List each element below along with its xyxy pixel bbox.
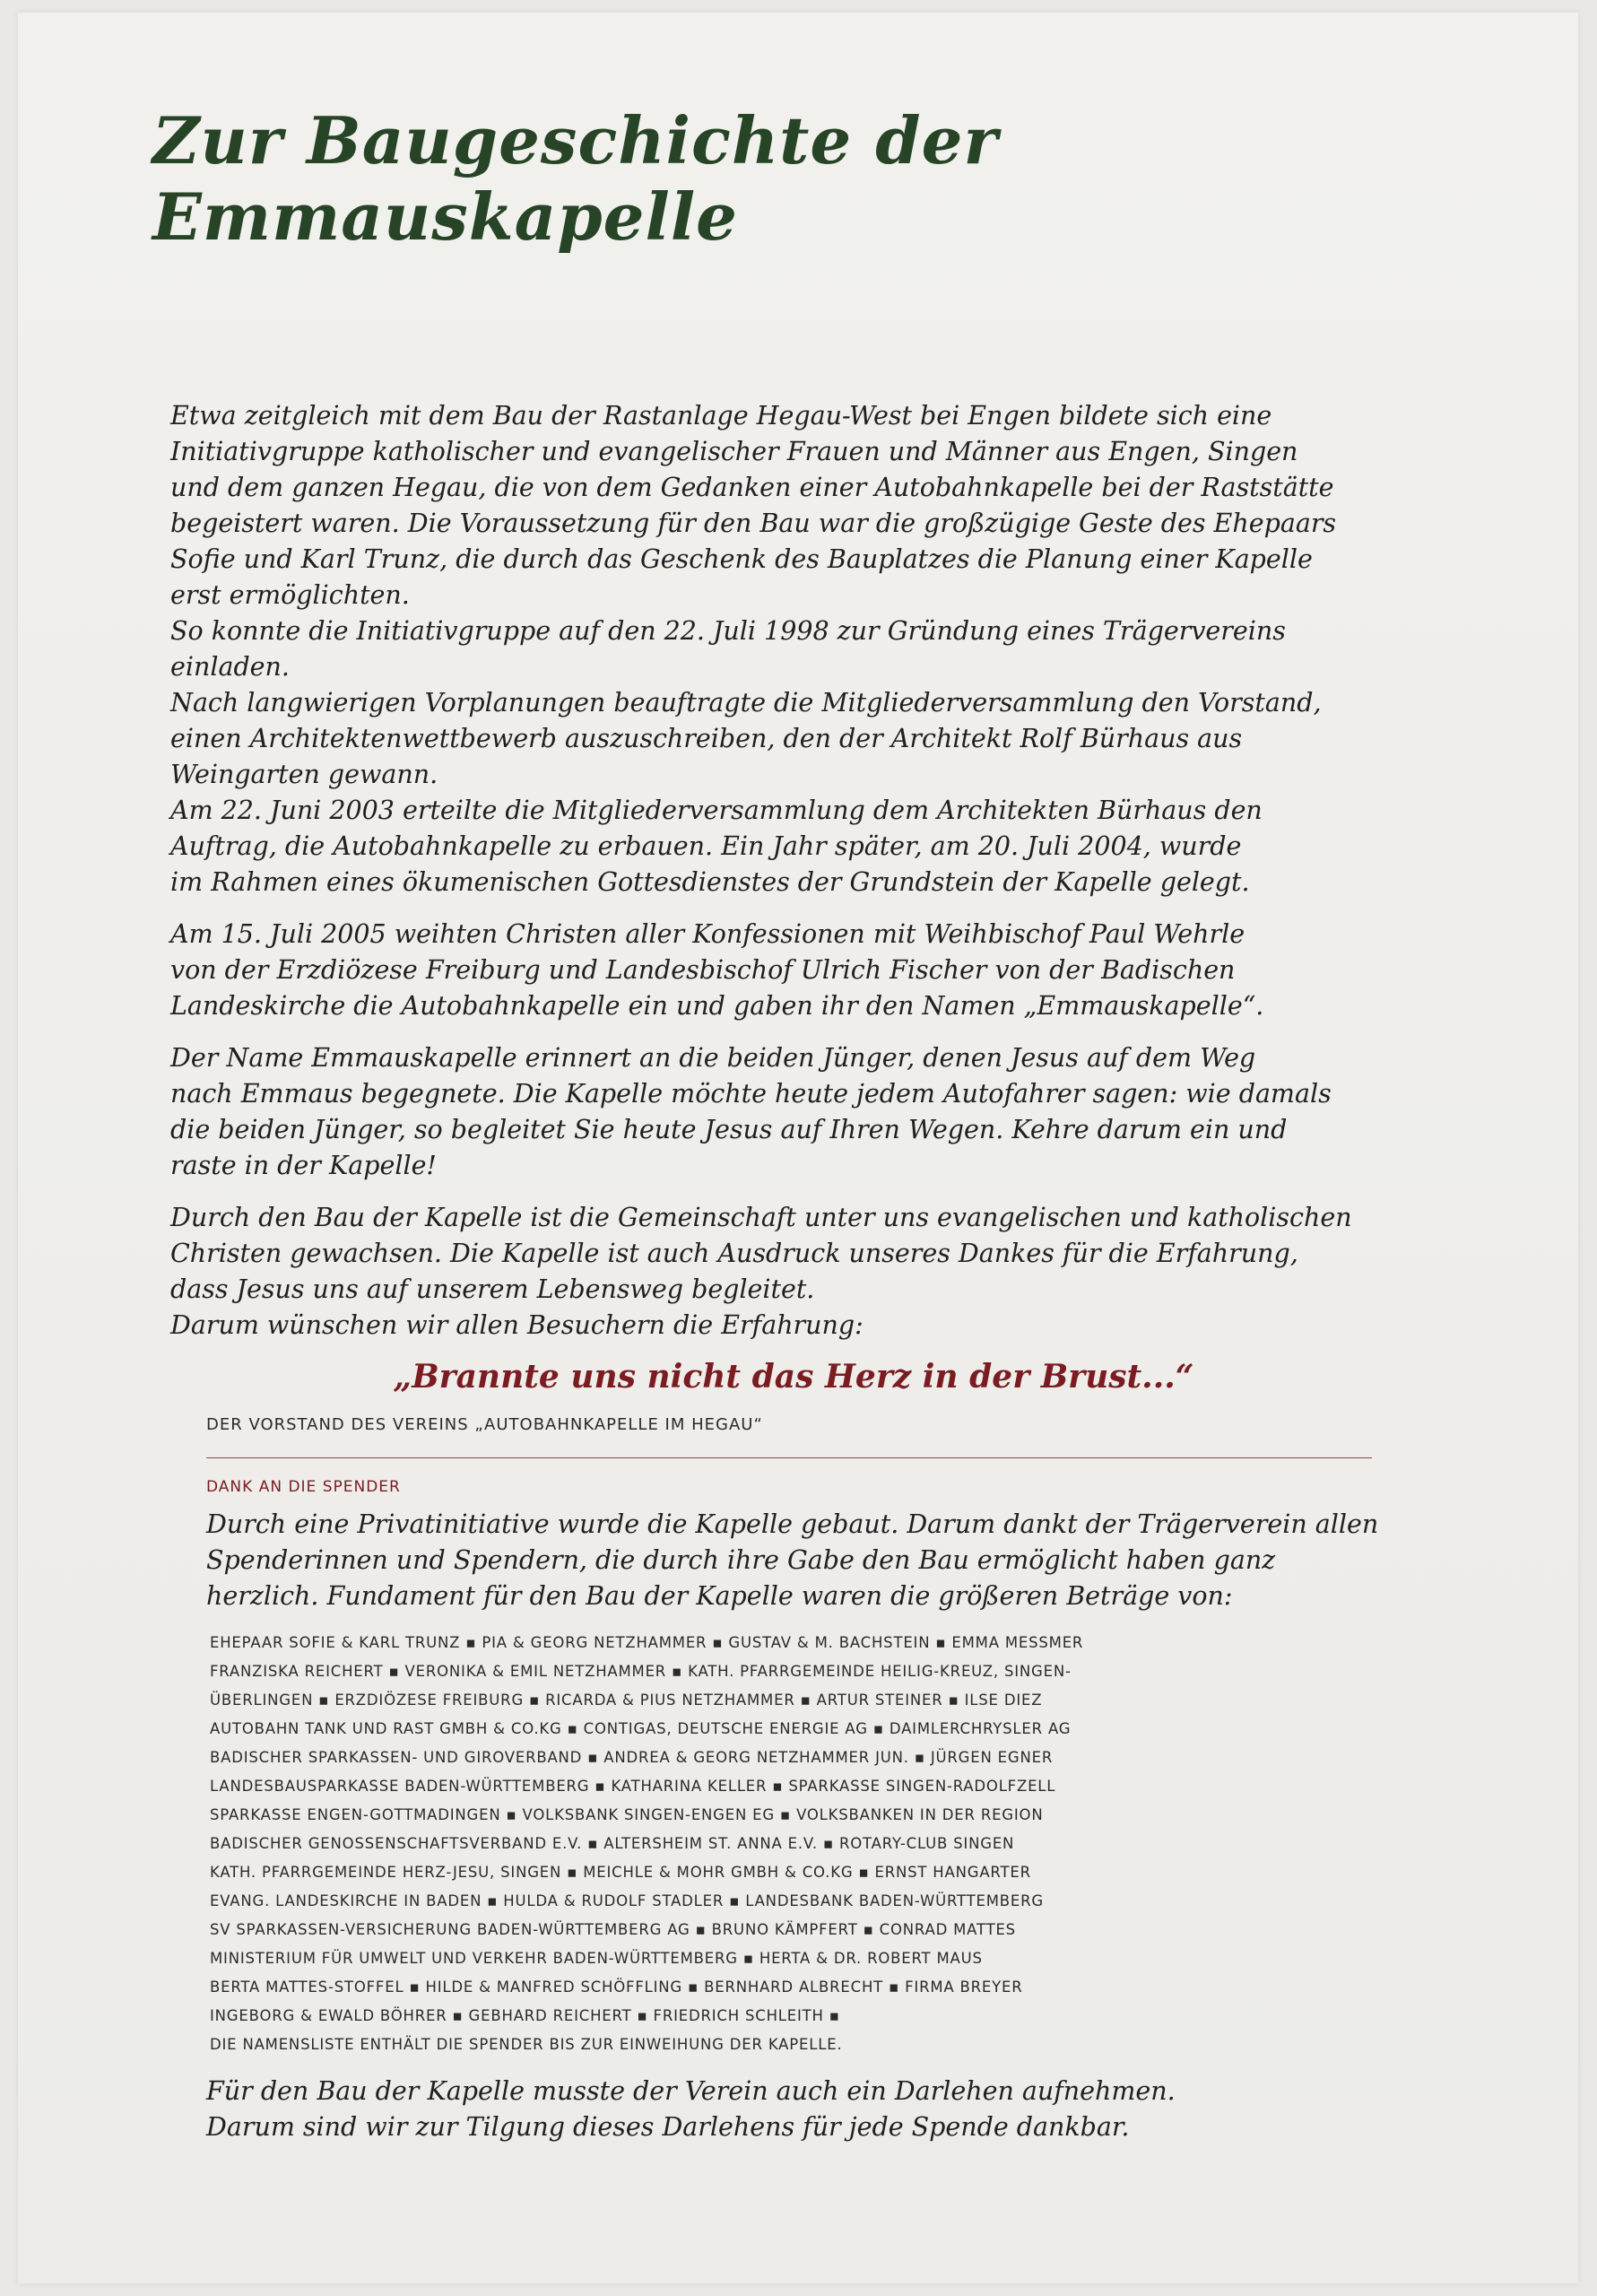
paragraph-community (170, 1200, 1417, 1344)
thanks-heading: DANK AN DIE SPENDER (206, 1478, 401, 1496)
text-line: Christen gewachsen. Die Kapelle ist auch Ausdruck unseres Dankes für die Erfahrung, (170, 1239, 1298, 1268)
text-line: Landeskirche die Autobahnkapelle ein und gaben ihr den Namen „Emmauskapelle“. (170, 991, 1264, 1021)
text-line: Am 15. Juli 2005 weihten Christen aller Konfessionen mit Weihbischof Paul Wehrle (170, 919, 1245, 949)
donor-row: AUTOBAHN TANK UND RAST GMBH & CO.KG ▪ CONTIGAS, DEUTSCHE ENERGIE AG ▪ DAIMLERCHRYSLER AG (210, 1720, 1072, 1737)
thanks-paragraph (206, 1507, 1417, 1614)
text-line: Für den Bau der Kapelle musste der Verein auch ein Darlehen aufnehmen. (206, 2076, 1176, 2106)
text-line: Durch eine Privatinitiative wurde die Kapelle gebaut. Darum dankt der Trägerverein allen (206, 1509, 1379, 1539)
donor-row: ÜBERLINGEN ▪ ERZDIÖZESE FREIBURG ▪ RICARDA & PIUS NETZHAMMER ▪ ARTUR STEINER ▪ ILSE DIEZ (210, 1692, 1043, 1709)
text-line: Auftrag, die Autobahnkapelle zu erbauen. Ein Jahr später, am 20. Juli 2004, wurde (170, 831, 1242, 861)
paragraph-history (170, 398, 1417, 900)
donor-list-note: DIE NAMENSLISTE ENTHÄLT DIE SPENDER BIS ZUR EINWEIHUNG DER KAPELLE. (210, 2036, 843, 2053)
poster-sheet (18, 13, 1578, 2283)
bible-quote: „Brannte uns nicht das Herz in der Brust...“ (393, 1358, 1194, 1396)
donor-row: LANDESBAUSPARKASSE BADEN-WÜRTTEMBERG ▪ KATHARINA KELLER ▪ SPARKASSE SINGEN-RADOLFZELL (210, 1778, 1056, 1795)
donor-row: SPARKASSE ENGEN-GOTTMADINGEN ▪ VOLKSBANK SINGEN-ENGEN EG ▪ VOLKSBANKEN IN DER REGION (210, 1806, 1044, 1823)
text-line: erst ermöglichten. (170, 580, 410, 610)
text-line: einladen. (170, 652, 290, 682)
text-line: die beiden Jünger, so begleitet Sie heute Jesus auf Ihren Wegen. Kehre darum ein und (170, 1115, 1288, 1144)
closing-paragraph (206, 2074, 1417, 2145)
text-line: im Rahmen eines ökumenischen Gottesdienstes der Grundstein der Kapelle gelegt. (170, 867, 1250, 897)
donor-row: BERTA MATTES-STOFFEL ▪ HILDE & MANFRED SCHÖFFLING ▪ BERNHARD ALBRECHT ▪ FIRMA BREYER (210, 1979, 1023, 1996)
text-line: Am 22. Juni 2003 erteilte die Mitgliederversammlung dem Architekten Bürhaus den (170, 796, 1263, 825)
text-line: Initiativgruppe katholischer und evangelischer Frauen und Männer aus Engen, Singen (170, 437, 1298, 466)
donor-row: SV SPARKASSEN-VERSICHERUNG BADEN-WÜRTTEMBERG AG ▪ BRUNO KÄMPFERT ▪ CONRAD MATTES (210, 1921, 1016, 1938)
text-line: Etwa zeitgleich mit dem Bau der Rastanlage Hegau-West bei Engen bildete sich eine (170, 401, 1272, 430)
text-line: Der Name Emmauskapelle erinnert an die beiden Jünger, denen Jesus auf dem Weg (170, 1043, 1256, 1073)
board-signature: DER VORSTAND DES VEREINS „AUTOBAHNKAPELLE IM HEGAU“ (206, 1415, 763, 1434)
text-line: und dem ganzen Hegau, die von dem Gedanken einer Autobahnkapelle bei der Raststätte (170, 473, 1334, 502)
text-line: Darum wünschen wir allen Besuchern die Erfahrung: (170, 1310, 864, 1340)
text-line: nach Emmaus begegnete. Die Kapelle möchte heute jedem Autofahrer sagen: wie damals (170, 1079, 1332, 1109)
text-line: Nach langwierigen Vorplanungen beauftragte die Mitgliederversammlung den Vorstand, (170, 688, 1322, 718)
donor-row: EVANG. LANDESKIRCHE IN BADEN ▪ HULDA & RUDOLF STADLER ▪ LANDESBANK BADEN-WÜRTTEMBERG (210, 1892, 1044, 1909)
page-title: Zur Baugeschichte der Emmauskapelle (152, 102, 999, 255)
text-body (170, 398, 1417, 2160)
donor-list (210, 1629, 1417, 2059)
text-line: herzlich. Fundament für den Bau der Kapelle waren die größeren Beträge von: (206, 1581, 1233, 1611)
text-line: begeistert waren. Die Voraussetzung für den Bau war die großzügige Geste des Ehepaars (170, 509, 1337, 538)
donor-row: INGEBORG & EWALD BÖHRER ▪ GEBHARD REICHERT ▪ FRIEDRICH SCHLEITH ▪ (210, 2007, 840, 2024)
text-line: Sofie und Karl Trunz, die durch das Geschenk des Bauplatzes die Planung einer Kapelle (170, 544, 1313, 574)
text-line: einen Architektenwettbewerb auszuschreiben, den der Architekt Rolf Bürhaus aus (170, 724, 1243, 753)
text-line: raste in der Kapelle! (170, 1151, 437, 1180)
text-line: Weingarten gewann. (170, 760, 438, 789)
donor-row: FRANZISKA REICHERT ▪ VERONIKA & EMIL NETZHAMMER ▪ KATH. PFARRGEMEINDE HEILIG-KREUZ, SINGEN- (210, 1663, 1072, 1680)
text-line: Durch den Bau der Kapelle ist die Gemeinschaft unter uns evangelischen und katholischen (170, 1203, 1352, 1232)
section-divider (206, 1457, 1372, 1458)
text-line: Spenderinnen und Spendern, die durch ihre Gabe den Bau ermöglicht haben ganz (206, 1545, 1276, 1575)
paragraph-name-meaning (170, 1040, 1417, 1184)
donor-row: BADISCHER SPARKASSEN- UND GIROVERBAND ▪ ANDREA & GEORG NETZHAMMER JUN. ▪ JÜRGEN EGNER (210, 1749, 1054, 1766)
donor-row: KATH. PFARRGEMEINDE HERZ-JESU, SINGEN ▪ MEICHLE & MOHR GMBH & CO.KG ▪ ERNST HANGARTER (210, 1864, 1031, 1881)
text-line: von der Erzdiözese Freiburg und Landesbischof Ulrich Fischer von der Badischen (170, 955, 1236, 985)
donor-row: MINISTERIUM FÜR UMWELT UND VERKEHR BADEN-WÜRTTEMBERG ▪ HERTA & DR. ROBERT MAUS (210, 1950, 983, 1967)
donor-row: EHEPAAR SOFIE & KARL TRUNZ ▪ PIA & GEORG NETZHAMMER ▪ GUSTAV & M. BACHSTEIN ▪ EMMA MESSMER (210, 1634, 1084, 1651)
text-line: Darum sind wir zur Tilgung dieses Darlehens für jede Spende dankbar. (206, 2112, 1130, 2142)
donor-row: BADISCHER GENOSSENSCHAFTSVERBAND E.V. ▪ ALTERSHEIM ST. ANNA E.V. ▪ ROTARY-CLUB SINGEN (210, 1835, 1015, 1852)
text-line: So konnte die Initiativgruppe auf den 22. Juli 1998 zur Gründung eines Trägervereins (170, 616, 1286, 646)
paragraph-consecration (170, 917, 1417, 1024)
text-line: dass Jesus uns auf unserem Lebensweg begleitet. (170, 1274, 815, 1304)
